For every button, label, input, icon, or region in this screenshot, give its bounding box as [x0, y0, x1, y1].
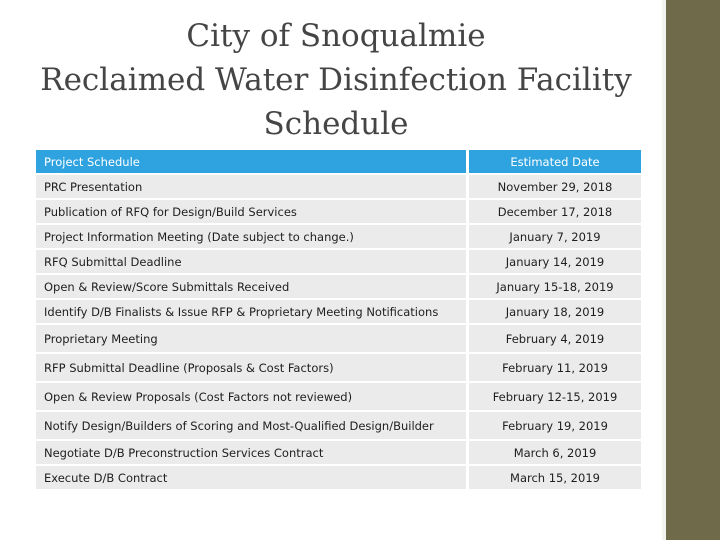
table-header-row [36, 150, 641, 173]
table-row [36, 200, 641, 223]
table-row [36, 412, 641, 439]
task-cell: Notify Design/Builders of Scoring and Most-Qualified Design/Builder [36, 412, 469, 439]
task-cell: Publication of RFQ for Design/Build Services [36, 200, 469, 223]
task-cell: Negotiate D/B Preconstruction Services Contract [36, 441, 469, 464]
date-cell: January 14, 2019 [469, 250, 641, 273]
task-cell: RFQ Submittal Deadline [36, 250, 469, 273]
table-row [36, 275, 641, 298]
header-estimated-date: Estimated Date [469, 150, 641, 173]
date-cell: March 6, 2019 [469, 441, 641, 464]
date-cell: February 19, 2019 [469, 412, 641, 439]
page-title [36, 14, 636, 146]
task-cell: Project Information Meeting (Date subject to change.) [36, 225, 469, 248]
task-cell: Identify D/B Finalists & Issue RFP & Proprietary Meeting Notifications [36, 300, 469, 323]
date-cell: February 12-15, 2019 [469, 383, 641, 410]
task-cell: Execute D/B Contract [36, 466, 469, 489]
table-row [36, 250, 641, 273]
date-cell: January 18, 2019 [469, 300, 641, 323]
title-line-2: Reclaimed Water Disinfection Facility [40, 62, 632, 98]
sidebar-band [666, 0, 720, 540]
schedule-table [36, 148, 641, 491]
header-project-schedule: Project Schedule [36, 150, 469, 173]
date-cell: January 15-18, 2019 [469, 275, 641, 298]
table-row [36, 441, 641, 464]
date-cell: February 11, 2019 [469, 354, 641, 381]
task-cell: RFP Submittal Deadline (Proposals & Cost Factors) [36, 354, 469, 381]
table-row [36, 354, 641, 381]
task-cell: PRC Presentation [36, 175, 469, 198]
date-cell: January 7, 2019 [469, 225, 641, 248]
task-cell: Open & Review/Score Submittals Received [36, 275, 469, 298]
table-row [36, 225, 641, 248]
task-cell: Proprietary Meeting [36, 325, 469, 352]
table-row [36, 325, 641, 352]
table-row [36, 383, 641, 410]
table-row [36, 175, 641, 198]
date-cell: December 17, 2018 [469, 200, 641, 223]
date-cell: February 4, 2019 [469, 325, 641, 352]
table-row [36, 466, 641, 489]
table-row [36, 300, 641, 323]
title-line-3: Schedule [263, 106, 409, 142]
task-cell: Open & Review Proposals (Cost Factors not reviewed) [36, 383, 469, 410]
date-cell: November 29, 2018 [469, 175, 641, 198]
date-cell: March 15, 2019 [469, 466, 641, 489]
title-line-1: City of Snoqualmie [186, 18, 486, 54]
